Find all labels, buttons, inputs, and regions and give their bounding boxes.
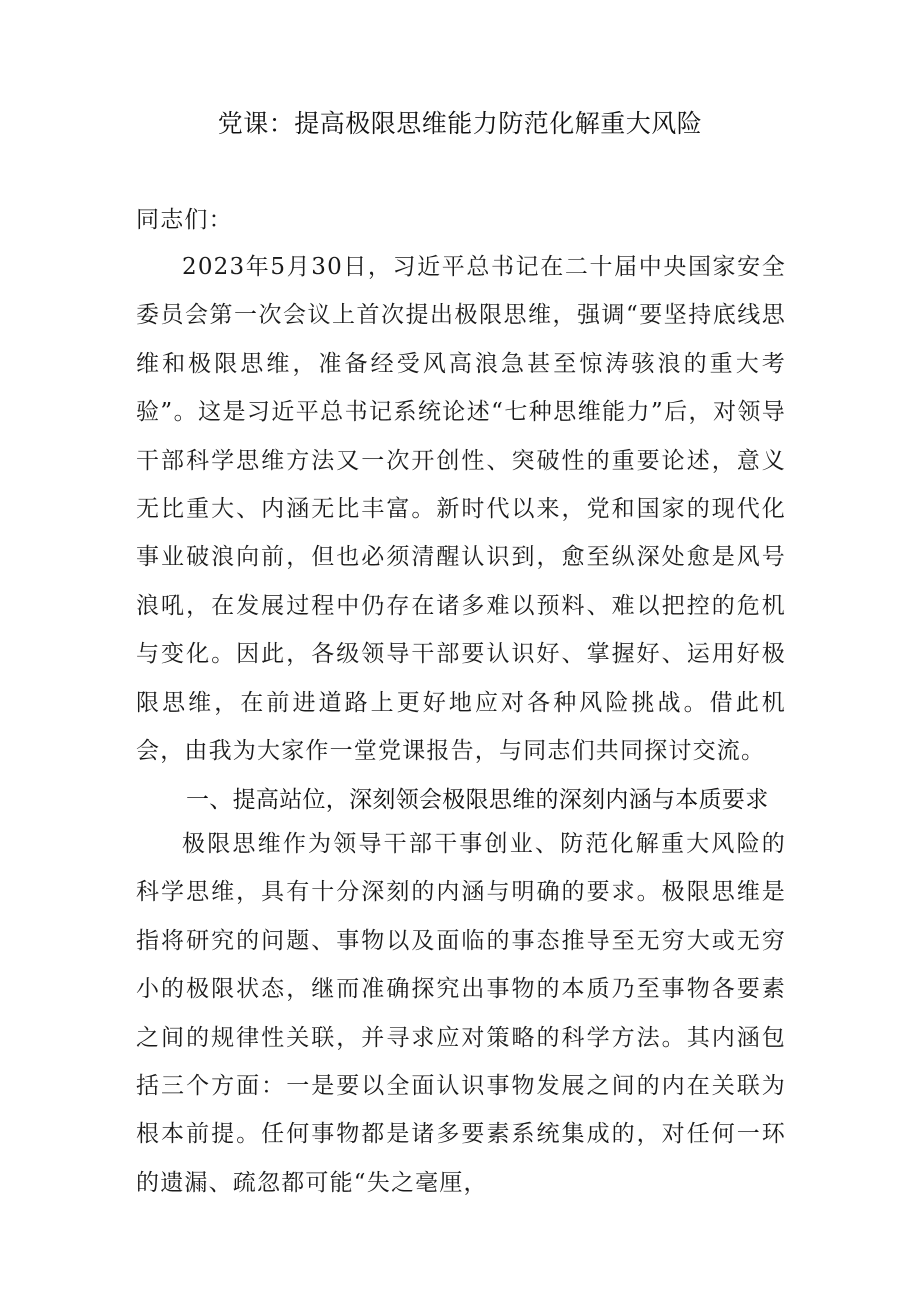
salutation: 同志们：: [136, 207, 233, 233]
paragraph-section-1: 极限思维作为领导干部干事创业、防范化解重大风险的科学思维，具有十分深刻的内涵与明确的要求。极限思维是指将研究的问题、事物以及面临的事态推导至无穷大或无穷小的极限状态，继而准确探究出事物的本质乃至事物各要素之间的规律性关联，并寻求应对策略的科学方法。其内涵包括三个方面：一是要以全面认识事物发展之间的内在关联为根本前提。任何事物都是诸多要素系统集成的，对任何一环的遗漏、疏忽都可能“失之毫厘，: [136, 831, 786, 1196]
document-title: 党课：提高极限思维能力防范化解重大风险: [217, 109, 703, 138]
paragraph-intro: 2023年5月30日，习近平总书记在二十届中央国家安全委员会第一次会议上首次提出极限思维，强调“要坚持底线思维和极限思维，准备经受风高浪急甚至惊涛骇浪的重大考验”。这是习近平总书记系统论述“七种思维能力”后，对领导干部科学思维方法又一次开创性、突破性的重要论述，意义无比重大、内涵无比丰富。新时代以来，党和国家的现代化事业破浪向前，但也必须清醒认识到，愈至纵深处愈是风号浪吼，在发展过程中仍存在诸多难以预料、难以把控的危机与变化。因此，各级领导干部要认识好、掌握好、运用好极限思维，在前进道路上更好地应对各种风险挑战。借此机会，由我为大家作一堂党课报告，与同志们共同探讨交流。: [136, 254, 786, 765]
section-heading-1: 一、提高站位，深刻领会极限思维的深刻内涵与本质要求: [186, 787, 769, 813]
